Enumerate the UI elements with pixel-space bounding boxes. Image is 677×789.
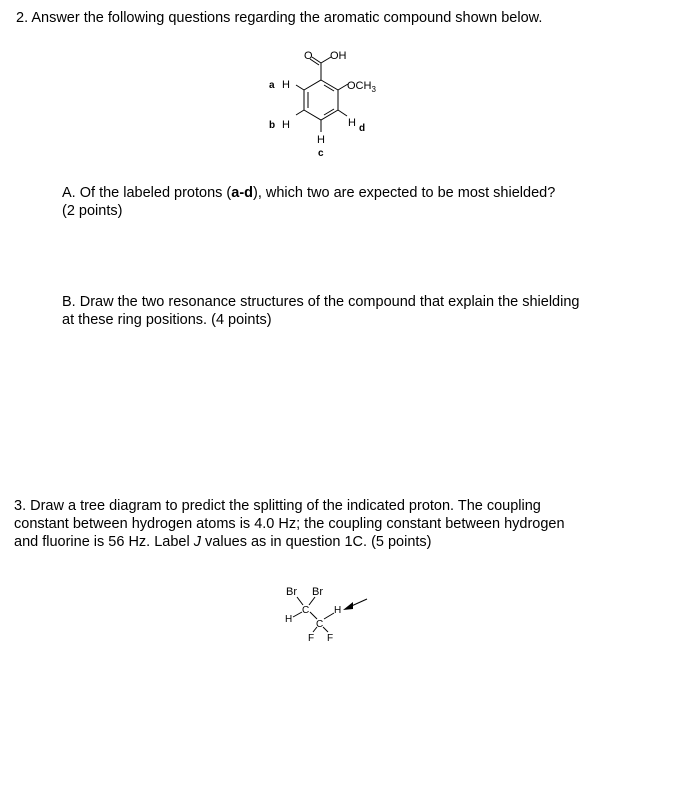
question-2b-line1: B. Draw the two resonance structures of the compound that explain the shielding [62,294,580,310]
proton-label-d: d [359,123,366,134]
proton-label-a: a [269,80,275,91]
question-2a-prefix: A. Of the labeled protons ( [62,185,232,201]
hydrogen-indicated: H [334,605,342,616]
question-3-j-symbol: J [193,534,201,550]
question-3-line2: constant between hydrogen atoms is 4.0 Hz; the coupling constant between hydrogen [14,516,565,532]
fluorine-2: F [327,633,334,644]
methoxy-subscript: 3 [371,85,376,94]
question-3-line3-prefix: and fluorine is 56 Hz. Label [14,534,194,550]
question-2-prompt [16,9,666,27]
carbon-1: C [302,605,310,616]
bromine-1: Br [286,586,297,598]
proton-label-c: c [318,148,324,159]
methoxy-main: OCH [347,80,372,92]
hydrogen-a: H [282,79,290,91]
bromine-2: Br [312,586,323,598]
question-2a-points: (2 points) [62,203,123,219]
aromatic-compound-structure [250,40,410,170]
question-2a [62,184,662,220]
proton-label-b: b [269,120,276,131]
hydroxyl-group: OH [330,50,347,62]
carbonyl-oxygen: O [304,50,313,62]
fluorine-1: F [308,633,315,644]
hydrogen-d: H [348,117,356,129]
haloethane-structure [275,582,385,652]
question-3-line1: 3. Draw a tree diagram to predict the splitting of the indicated proton. The coupling [14,498,541,514]
hydrogen-left: H [285,614,293,625]
question-2b [62,293,662,329]
hydrogen-c: H [317,134,325,146]
question-2b-line2: at these ring positions. (4 points) [62,312,272,328]
indicated-proton-arrowhead [343,602,353,610]
hydrogen-b: H [282,119,290,131]
question-3-line3-suffix: values as in question 1C. (5 points) [201,534,432,550]
question-2a-bold-labels: a-d [231,185,254,201]
question-2-number: 2. [16,10,29,26]
carbon-2: C [316,619,324,630]
question-2a-suffix: ), which two are expected to be most shielded? [253,185,556,201]
question-2-text: Answer the following questions regarding the aromatic compound shown below. [31,10,543,26]
question-3-prompt [14,497,664,551]
methoxy-group [347,80,376,94]
